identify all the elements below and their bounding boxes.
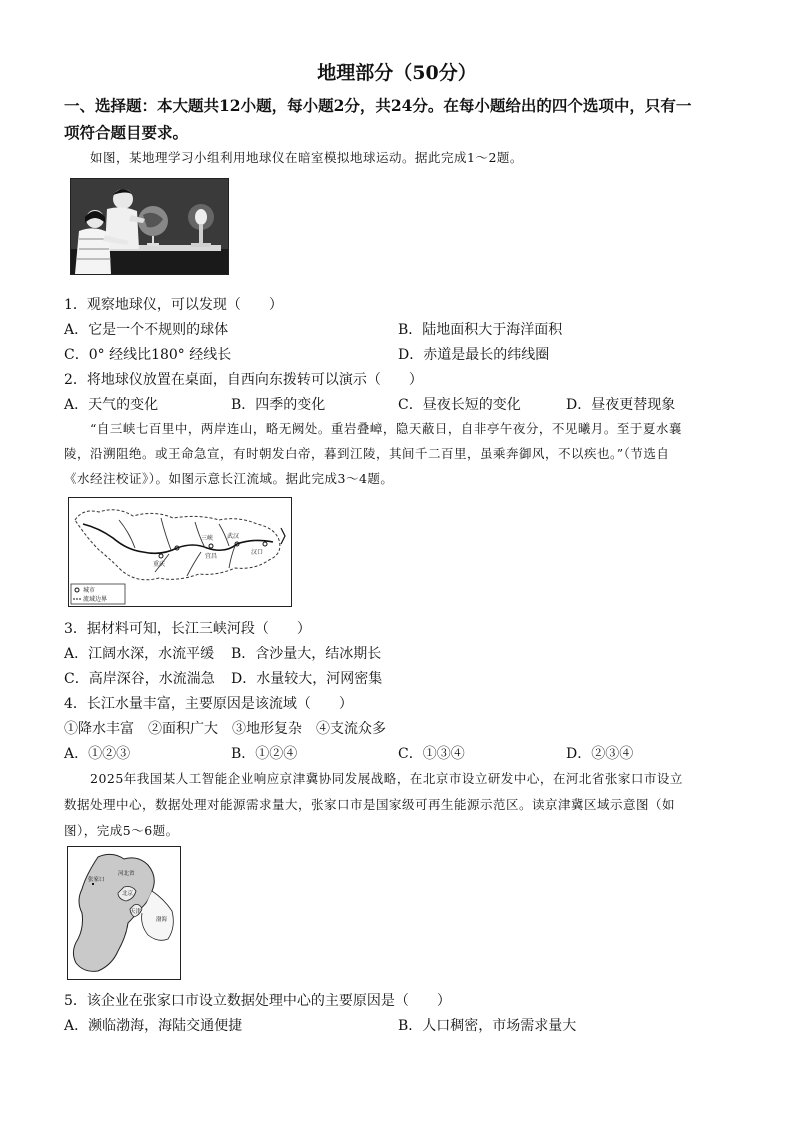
question-1-option-c[interactable]: C．0° 经线比180° 经线长 (64, 347, 232, 363)
question-2-option-b[interactable]: B．四季的变化 (231, 397, 326, 413)
map2-label-bohai: 渤海 (156, 917, 168, 923)
map2-label-beijing: 北京 (122, 891, 134, 897)
map1-label-yichang: 宜昌 (205, 553, 218, 560)
map1-label-sanxia: 三峡 (201, 535, 214, 542)
legend-city-label: 城市 (83, 587, 96, 594)
question-1-option-a[interactable]: A．它是一个不规则的球体 (64, 322, 229, 338)
question-5-option-b[interactable]: B．人口稠密，市场需求量大 (398, 1018, 577, 1034)
question-4-items: ①降水丰富 ②面积广大 ③地形复杂 ④支流众多 (64, 721, 386, 737)
map1-label-hankou: 汉口 (251, 549, 264, 556)
question-5-option-a[interactable]: A．濒临渤海，海陆交通便捷 (64, 1018, 243, 1034)
map2-label-zhangjiakou: 张家口 (88, 877, 105, 883)
question-4-option-b[interactable]: B．①②④ (231, 746, 298, 762)
yangtze-basin-map (68, 497, 292, 607)
map2-label-hebei: 河北省 (118, 871, 135, 877)
question-1-option-d[interactable]: D．赤道是最长的纬线圈 (398, 347, 550, 363)
passage2-line-1: 2025年我国某人工智能企业响应京津冀协同发展战略，在北京市设立研发中心，在河北省张家口市设立 (90, 771, 683, 786)
question-4-option-a[interactable]: A．①②③ (64, 746, 131, 762)
question-4-stem: 4．长江水量丰富，主要原因是该流域（ ） (64, 696, 353, 712)
map1-label-wuhan: 武汉 (227, 533, 240, 540)
question-1-option-b[interactable]: B．陆地面积大于海洋面积 (398, 322, 563, 338)
jingjinji-map (67, 846, 181, 980)
page-title: 地理部分（50分） (317, 62, 477, 84)
passage2-line-3: 图），完成5～6题。 (64, 823, 179, 838)
passage-line-3: 《水经注校证》）。如图示意长江流域。据此完成3～4题。 (64, 471, 394, 486)
question-2-option-c[interactable]: C．昼夜长短的变化 (398, 397, 521, 413)
map1-label-chongqing: 重庆 (153, 561, 166, 568)
globe-photo (70, 178, 229, 275)
question-2-option-d[interactable]: D．昼夜更替现象 (566, 397, 676, 413)
passage-line-2: 陵，沿溯阻绝。或王命急宣，有时朝发白帝，暮到江陵，其间千二百里，虽乘奔御风，不以疾也。”（节选自 (64, 446, 670, 461)
question-3-stem: 3．据材料可知，长江三峡河段（ ） (64, 621, 311, 637)
question-3-option-b[interactable]: B．含沙量大，结冰期长 (231, 646, 382, 662)
question-1-stem: 1．观察地球仪，可以发现（ ） (64, 297, 283, 313)
section-heading-line2: 项符合题目要求。 (64, 123, 189, 142)
passage2-line-2: 数据处理中心，数据处理对能源需求量大，张家口市是国家级可再生能源示范区。读京津冀区域示意图（如 (64, 797, 676, 812)
map2-label-tianjin: 天津 (130, 909, 142, 915)
question-3-option-a[interactable]: A．江阔水深，水流平缓 (64, 646, 215, 662)
question-2-stem: 2．将地球仪放置在桌面，自西向东拨转可以演示（ ） (64, 372, 423, 388)
intro-q1-2: 如图，某地理学习小组利用地球仪在暗室模拟地球运动。据此完成1～2题。 (90, 150, 523, 165)
question-5-stem: 5．该企业在张家口市设立数据处理中心的主要原因是（ ） (64, 993, 451, 1009)
question-3-option-c[interactable]: C．高岸深谷，水流湍急 (64, 671, 215, 687)
section-heading-line1: 一、选择题：本大题共12小题，每小题2分，共24分。在每小题给出的四个选项中，只有一 (64, 96, 692, 115)
question-3-option-d[interactable]: D．水量较大，河网密集 (231, 671, 383, 687)
legend-boundary-label: 流域边界 (83, 596, 108, 603)
question-4-option-c[interactable]: C．①③④ (398, 746, 465, 762)
question-4-option-d[interactable]: D．②③④ (566, 746, 634, 762)
question-2-option-a[interactable]: A．天气的变化 (64, 397, 159, 413)
passage-line-1: “自三峡七百里中，两岸连山，略无阙处。重岩叠嶂，隐天蔽日，自非亭午夜分，不见曦月。至于夏水襄 (90, 421, 682, 436)
